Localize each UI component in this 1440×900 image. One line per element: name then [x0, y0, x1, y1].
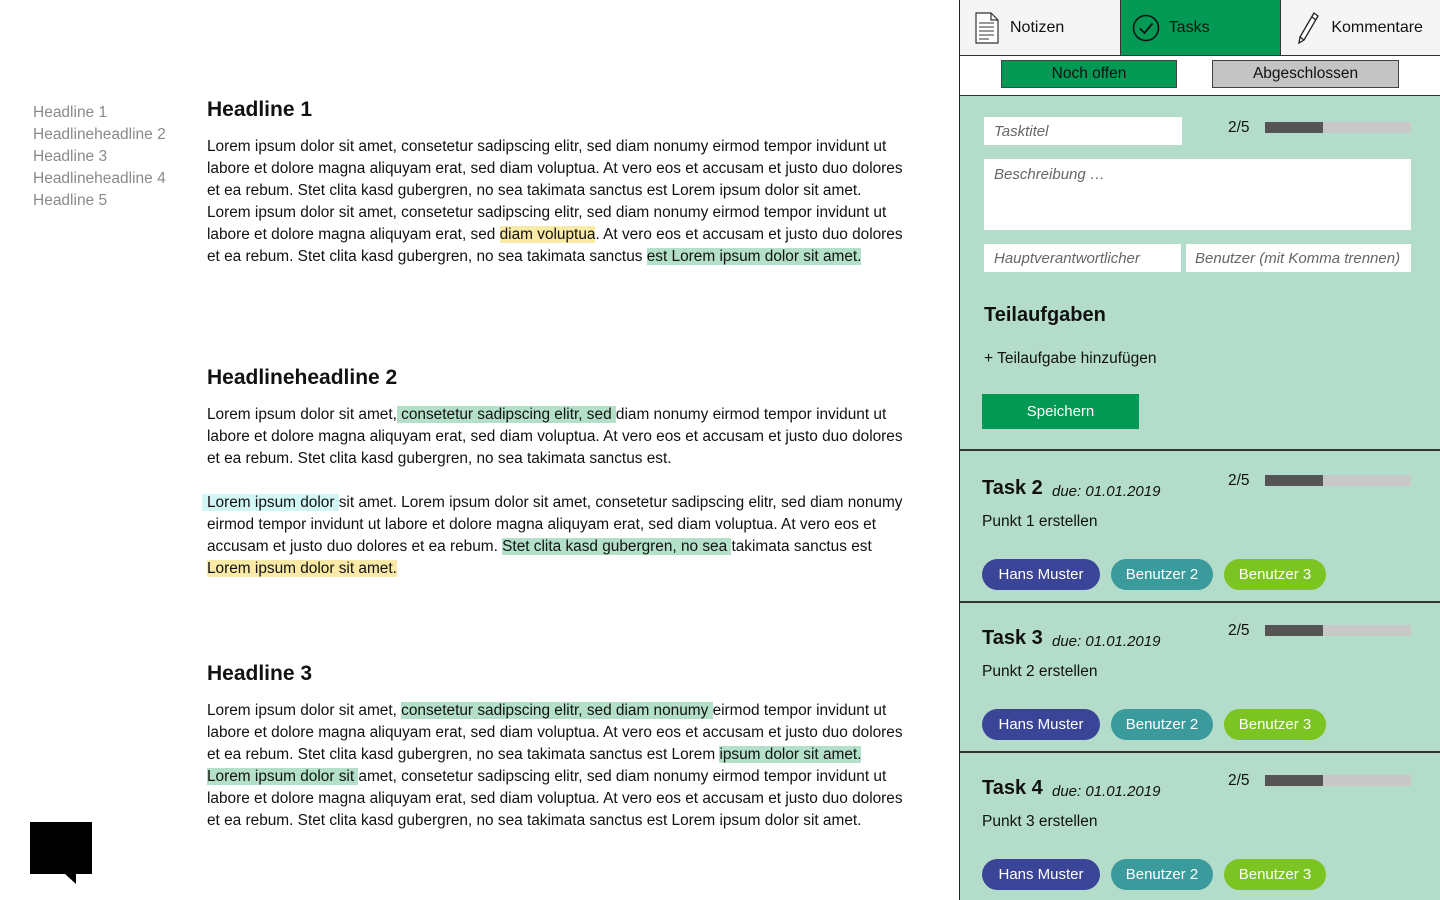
headline-1: Headline 1 — [207, 98, 313, 121]
progress-label: 2/5 — [1228, 622, 1250, 639]
document-body — [207, 96, 907, 832]
assignee-chip[interactable]: Benutzer 3 — [1224, 709, 1326, 740]
assignee-chip[interactable]: Hans Muster — [982, 709, 1100, 740]
task-owner-input[interactable] — [984, 244, 1181, 272]
text-run: . At vero eos et accusam et justo duo dolores et ea rebum. Stet clita kasd gubergren, no sea takimata sanctus — [207, 226, 903, 265]
tab-notes-label: Notizen — [1010, 18, 1065, 36]
task-description: Punkt 1 erstellen — [982, 513, 1098, 530]
assignee-chips — [982, 709, 1337, 740]
assignee-chip[interactable]: Benutzer 2 — [1111, 709, 1213, 740]
tab-tasks-label: Tasks — [1168, 18, 1210, 36]
headline-3: Headline 3 — [207, 662, 313, 685]
pencil-icon — [1293, 11, 1323, 45]
assignee-chip[interactable]: Benutzer 3 — [1224, 559, 1326, 590]
save-button[interactable]: Speichern — [982, 394, 1139, 429]
progress-bar-fill — [1265, 625, 1323, 636]
task-title: Task 4 — [982, 777, 1043, 799]
filter-done-button[interactable]: Abgeschlossen — [1212, 60, 1399, 88]
progress-label: 2/5 — [1228, 772, 1250, 789]
text-run: Lorem ipsum dolor sit amet, — [207, 406, 397, 423]
toc-item-headline-2[interactable]: Headlineheadline 2 — [33, 126, 166, 143]
progress-bar-fill — [1265, 475, 1323, 486]
subtasks-heading: Teilaufgaben — [984, 304, 1106, 326]
new-task-form — [960, 96, 1440, 451]
chat-bubble-icon — [30, 822, 92, 884]
highlight-g[interactable]: est Lorem ipsum dolor sit amet. — [646, 248, 862, 265]
text-run: amet, consetetur sadipscing elitr, sed diam nonumy eirmod tempor invidunt ut labore et dolore magna aliquyam erat, sed diam voluptua. At vero eos et accusam et justo duo dolores et ea rebum. Stet clita kasd gubergren, no sea takimata sanctus est Lorem ipsum dolor sit amet. — [207, 768, 903, 829]
tasks-panel — [959, 0, 1440, 900]
text-run: Lorem ipsum dolor sit amet, consetetur sadipscing elitr, sed diam nonumy eirmod tempor invidunt ut labore et dolore magna aliquyam erat, sed diam voluptua. At vero eos et accusam et justo duo dolores et ea rebum. Stet clita kasd gubergren, no sea takimata sanctus est Lorem ipsum dolor sit amet. Lorem ipsum dolor sit amet, consetetur sadipscing elitr, sed diam nonumy eirmod tempor invidunt ut labore et dolore magna aliquyam erat, sed — [207, 138, 903, 243]
progress-bar — [1265, 625, 1411, 636]
progress-label: 2/5 — [1228, 472, 1250, 489]
highlight-g[interactable]: ipsum dolor sit amet. Lorem ipsum dolor sit — [207, 746, 862, 785]
task-description: Punkt 3 erstellen — [982, 813, 1098, 830]
task-due-date: due: 01.01.2019 — [1052, 783, 1161, 800]
tab-tasks[interactable] — [1121, 0, 1282, 55]
filter-open-button[interactable]: Noch offen — [1001, 60, 1177, 88]
task-card[interactable] — [960, 603, 1440, 753]
highlight-g[interactable]: Stet clita kasd gubergren, no sea — [502, 538, 732, 555]
text-run: sit amet. Lorem ipsum dolor sit amet, consetetur sadipscing elitr, sed diam nonumy eirmod tempor invidunt ut labore et dolore magna aliquyam erat, sed diam voluptua. At vero eos et accusam et justo duo dolores et ea rebum. — [207, 494, 903, 555]
highlight-y[interactable]: Lorem ipsum dolor sit amet. — [207, 560, 397, 577]
section-1 — [207, 96, 907, 364]
task-filter-bar — [960, 56, 1440, 96]
task-due-date: due: 01.01.2019 — [1052, 483, 1161, 500]
highlight-c[interactable]: Lorem ipsum dolor — [202, 494, 339, 511]
document-icon — [972, 11, 1002, 45]
highlight-g[interactable]: consetetur sadipscing elitr, sed — [396, 406, 616, 423]
paragraph-2a[interactable] — [207, 404, 907, 470]
highlight-g[interactable]: consetetur sadipscing elitr, sed diam nonumy — [401, 702, 713, 719]
task-title-input[interactable] — [984, 117, 1182, 145]
section-3 — [207, 660, 907, 832]
toc-item-headline-5[interactable]: Headline 5 — [33, 192, 108, 209]
assignee-chip[interactable]: Benutzer 3 — [1224, 859, 1326, 890]
section-2 — [207, 364, 907, 660]
tab-notes[interactable] — [960, 0, 1121, 55]
add-subtask-button[interactable]: + Teilaufgabe hinzufügen — [984, 350, 1157, 367]
chat-bubble-button[interactable] — [30, 822, 92, 884]
task-users-input[interactable] — [1186, 244, 1411, 272]
progress-bar — [1265, 475, 1411, 486]
toc-item-headline-1[interactable]: Headline 1 — [33, 104, 108, 121]
text-run: Lorem ipsum dolor sit amet, — [207, 702, 402, 719]
task-description-input[interactable] — [984, 159, 1411, 230]
tab-comments[interactable] — [1281, 0, 1440, 55]
highlight-y[interactable]: diam voluptua — [499, 226, 596, 243]
task-title: Task 3 — [982, 627, 1043, 649]
headline-2: Headlineheadline 2 — [207, 366, 398, 389]
paragraph-3[interactable] — [207, 700, 907, 832]
progress-bar — [1265, 122, 1411, 133]
paragraph-1[interactable] — [207, 136, 907, 268]
assignee-chip[interactable]: Benutzer 2 — [1111, 859, 1213, 890]
toc-item-headline-4[interactable]: Headlineheadline 4 — [33, 170, 166, 187]
text-run: diam nonumy eirmod tempor invidunt ut labore et dolore magna aliquyam erat, sed diam voluptua. At vero eos et accusam et justo duo dolores et ea rebum. Stet clita kasd gubergren, no sea takimata sanctus est. — [207, 406, 903, 467]
task-title: Task 2 — [982, 477, 1043, 499]
progress-bar — [1265, 775, 1411, 786]
assignee-chips — [982, 859, 1337, 890]
panel-tabs — [960, 0, 1440, 56]
assignee-chips — [982, 559, 1337, 590]
assignee-chip[interactable]: Hans Muster — [982, 559, 1100, 590]
progress-label: 2/5 — [1228, 119, 1250, 136]
assignee-chip[interactable]: Hans Muster — [982, 859, 1100, 890]
text-run: eirmod tempor invidunt ut labore et dolore magna aliquyam erat, sed diam voluptua. At vero eos et accusam et justo duo dolores et ea rebum. Stet clita kasd gubergren, no sea takimata sanctus est Lorem — [207, 702, 903, 763]
progress-bar-fill — [1265, 775, 1323, 786]
toc-item-headline-3[interactable]: Headline 3 — [33, 148, 108, 165]
tab-comments-label: Kommentare — [1331, 18, 1423, 36]
task-due-date: due: 01.01.2019 — [1052, 633, 1161, 650]
task-card[interactable] — [960, 453, 1440, 603]
text-run: takimata sanctus est — [731, 538, 872, 555]
paragraph-2b[interactable] — [207, 492, 907, 580]
check-circle-icon — [1131, 11, 1161, 45]
progress-bar-fill — [1265, 122, 1323, 133]
task-card[interactable] — [960, 753, 1440, 900]
task-description: Punkt 2 erstellen — [982, 663, 1098, 680]
table-of-contents — [33, 102, 193, 212]
assignee-chip[interactable]: Benutzer 2 — [1111, 559, 1213, 590]
